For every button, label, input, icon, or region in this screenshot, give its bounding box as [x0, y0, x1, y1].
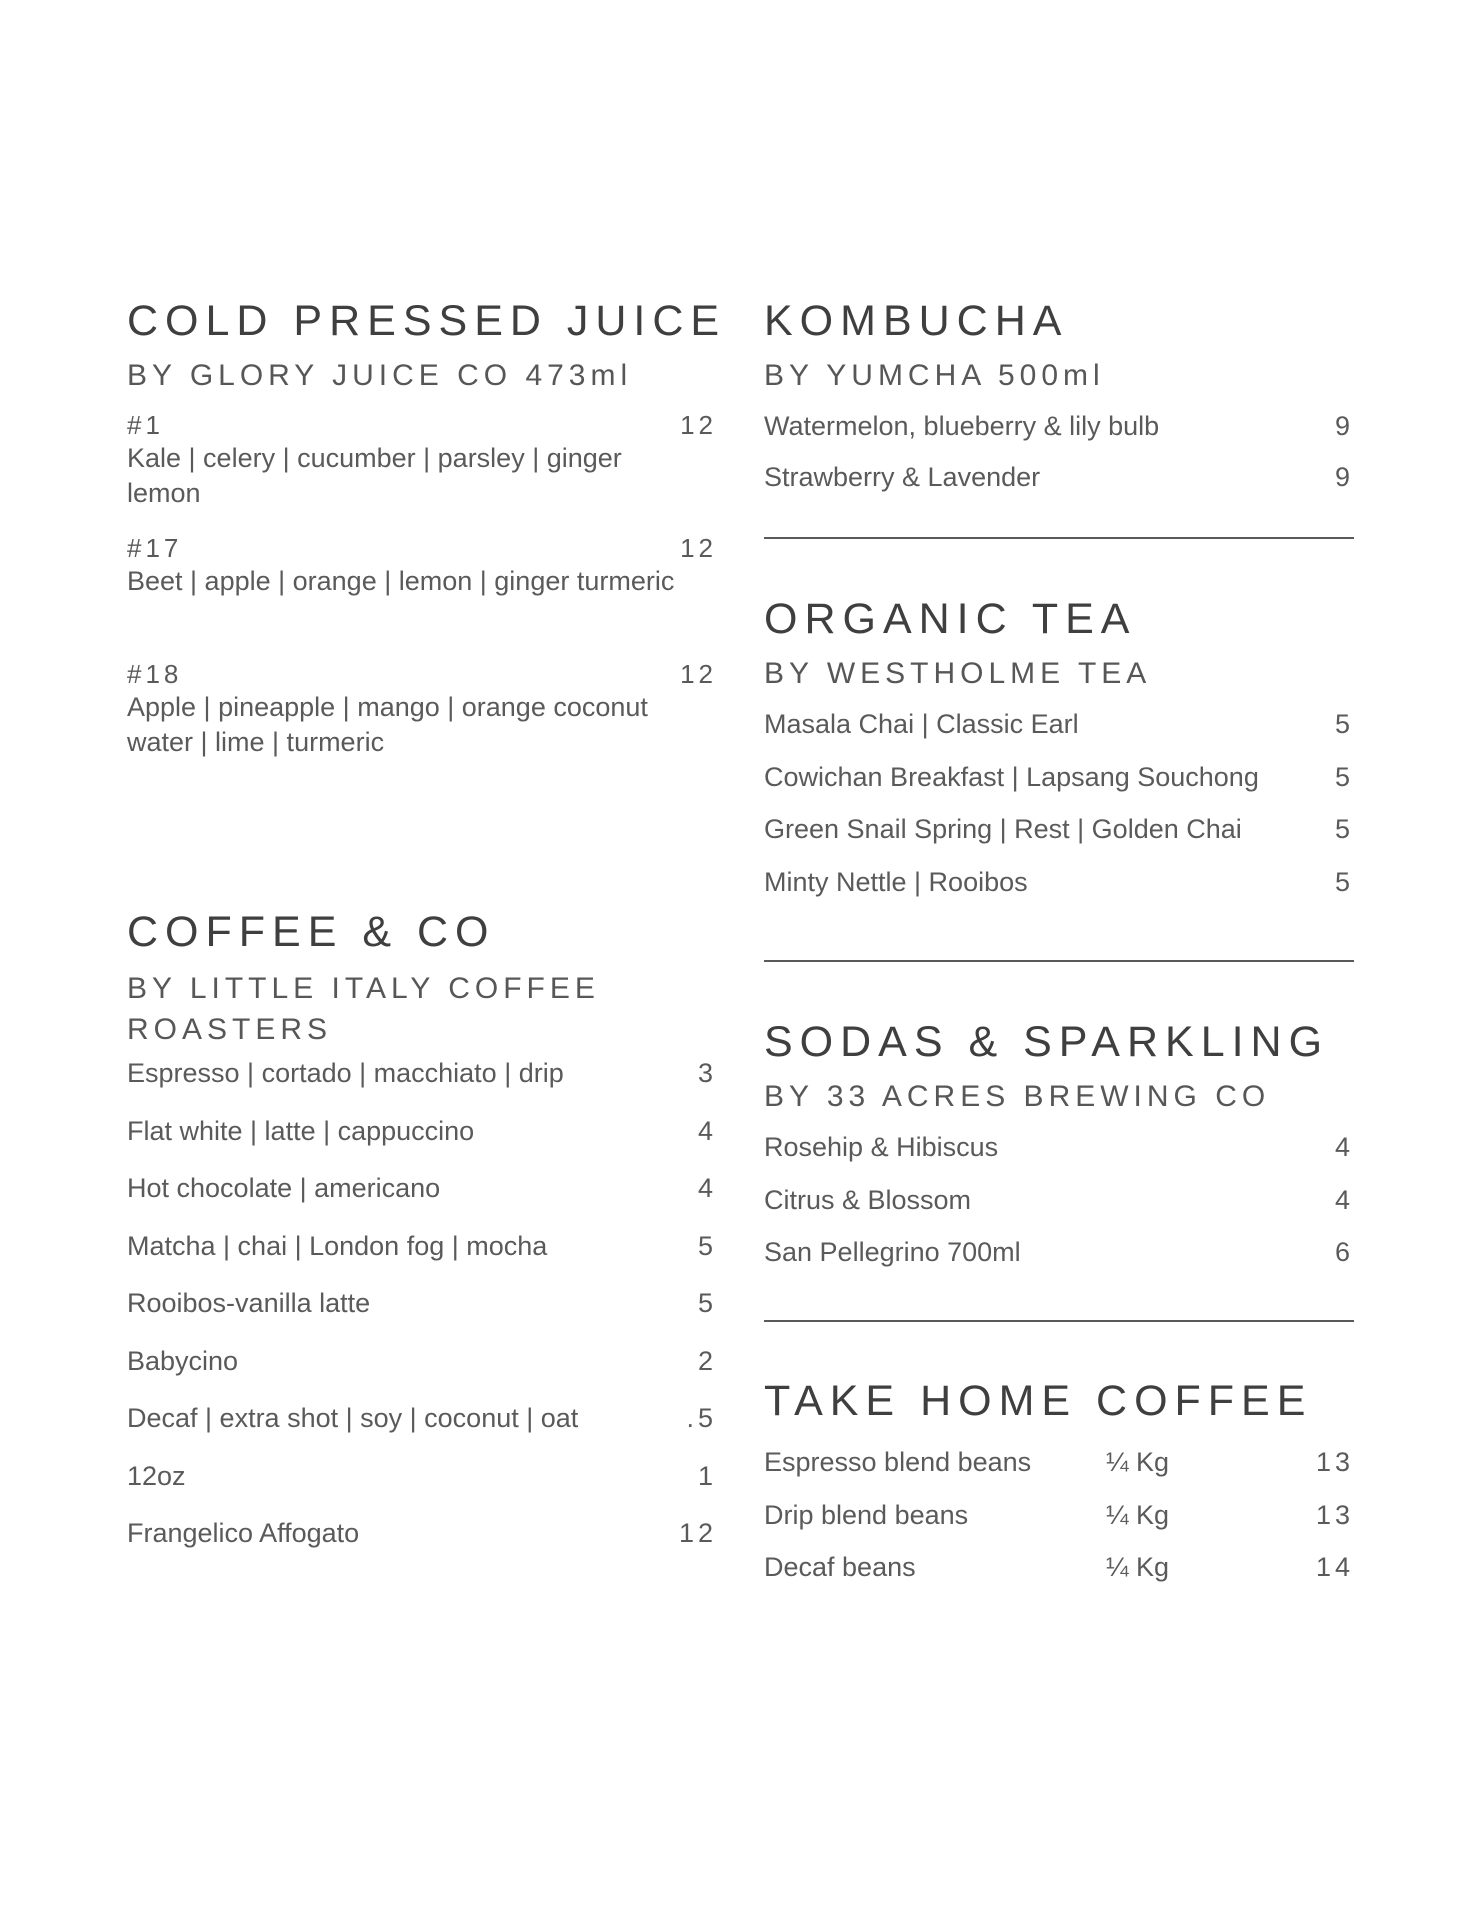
menu-item	[764, 1445, 1354, 1498]
section-title: SODAS & SPARKLING	[764, 1018, 1330, 1066]
kombucha-section	[764, 297, 1354, 396]
section-title: ORGANIC TEA	[764, 595, 1137, 643]
section-subtitle: BY GLORY JUICE CO 473ml	[127, 359, 633, 392]
section-subtitle: BY LITTLE ITALY COFFEE ROASTERS	[127, 972, 600, 1047]
item-number: #17	[127, 533, 183, 563]
item-weight: ¼ Kg	[1106, 1447, 1170, 1477]
item-price: .5	[686, 1403, 717, 1433]
menu-item	[127, 1056, 717, 1114]
menu-item	[127, 1114, 717, 1172]
menu-item	[127, 1171, 717, 1229]
sodas-list	[764, 1130, 1354, 1288]
menu-item	[127, 1229, 717, 1287]
item-name: Flat white | latte | cappuccino	[127, 1115, 475, 1146]
item-name: Drip blend beans	[764, 1499, 969, 1530]
menu-item	[764, 812, 1354, 865]
section-subtitle: BY YUMCHA 500ml	[764, 359, 1105, 392]
item-price: 1	[697, 1460, 717, 1491]
menu-item	[127, 533, 717, 599]
menu-item	[127, 410, 717, 511]
take-home-list	[764, 1445, 1354, 1603]
item-price: 3	[697, 1058, 717, 1088]
item-price: 4	[1334, 1132, 1354, 1162]
item-name: Frangelico Affogato	[127, 1518, 360, 1548]
kombucha-list	[764, 409, 1354, 511]
item-price: 13	[1315, 1447, 1354, 1477]
section-subtitle: BY WESTHOLME TEA	[764, 657, 1152, 690]
menu-item	[127, 1344, 717, 1402]
item-name: Green Snail Spring | Rest | Golden Chai	[764, 814, 1242, 844]
menu-item	[764, 1130, 1354, 1183]
item-number: #1	[127, 410, 164, 440]
item-price: 12	[680, 533, 717, 563]
menu-item	[764, 1183, 1354, 1236]
item-price: 5	[697, 1288, 717, 1318]
item-number: #18	[127, 659, 183, 689]
item-name: Espresso | cortado | macchiato | drip	[127, 1058, 564, 1088]
item-description: Apple | pineapple | mango | orange coconut water | lime | turmeric	[127, 692, 648, 758]
menu-item	[127, 659, 717, 760]
item-price: 14	[1315, 1552, 1354, 1582]
item-name: Decaf | extra shot | soy | coconut | oat	[127, 1403, 579, 1433]
menu-item	[764, 865, 1354, 918]
section-title: TAKE HOME COFFEE	[764, 1377, 1313, 1425]
section-subtitle: BY 33 ACRES BREWING CO	[764, 1080, 1271, 1113]
section-title: COLD PRESSED JUICE	[127, 297, 727, 345]
menu-item	[764, 760, 1354, 813]
item-name: Citrus & Blossom	[764, 1184, 972, 1215]
section-divider	[764, 1320, 1354, 1322]
section-divider	[764, 960, 1354, 962]
item-price: 5	[697, 1230, 717, 1261]
section-title: COFFEE & CO	[127, 908, 496, 956]
item-price: 13	[1315, 1499, 1354, 1530]
menu-item	[764, 1550, 1354, 1603]
item-name: Rosehip & Hibiscus	[764, 1132, 999, 1162]
item-price: 4	[697, 1173, 717, 1203]
menu-item	[127, 1401, 717, 1459]
item-weight: ¼ Kg	[1106, 1499, 1170, 1530]
item-price: 4	[1334, 1184, 1354, 1215]
item-price: 5	[1334, 866, 1354, 897]
section-title: KOMBUCHA	[764, 297, 1069, 345]
item-name: Decaf beans	[764, 1552, 916, 1582]
section-divider	[764, 537, 1354, 539]
item-description: Beet | apple | orange | lemon | ginger turmeric	[127, 566, 675, 597]
item-name: Espresso blend beans	[764, 1447, 1032, 1477]
item-price: 6	[1334, 1237, 1354, 1267]
item-name: Minty Nettle | Rooibos	[764, 866, 1028, 897]
sodas-section	[764, 1018, 1364, 1117]
juice-section	[127, 297, 727, 396]
item-name: Watermelon, blueberry & lily bulb	[764, 411, 1160, 441]
item-description: Kale | celery | cucumber | parsley | ginger lemon	[127, 443, 622, 509]
menu-item	[764, 1498, 1354, 1551]
item-price: 5	[1334, 814, 1354, 844]
item-name: 12oz	[127, 1460, 186, 1491]
item-name: Babycino	[127, 1345, 239, 1376]
take-home-section	[764, 1377, 1364, 1425]
menu-item	[127, 1516, 717, 1574]
menu-item	[764, 1235, 1354, 1288]
menu-item	[764, 460, 1354, 511]
item-price: 12	[680, 410, 717, 440]
item-name: Matcha | chai | London fog | mocha	[127, 1230, 548, 1261]
item-price: 9	[1334, 411, 1354, 441]
item-price: 5	[1334, 761, 1354, 792]
item-price: 4	[697, 1115, 717, 1146]
item-price: 5	[1334, 709, 1354, 739]
tea-section	[764, 595, 1354, 694]
menu-item	[127, 1286, 717, 1344]
item-name: Rooibos-vanilla latte	[127, 1288, 371, 1318]
item-price: 2	[697, 1345, 717, 1376]
item-name: San Pellegrino 700ml	[764, 1237, 1021, 1267]
item-name: Masala Chai | Classic Earl	[764, 709, 1079, 739]
item-price: 9	[1334, 462, 1354, 492]
item-price: 12	[678, 1518, 717, 1548]
coffee-section	[127, 908, 717, 1050]
item-name: Hot chocolate | americano	[127, 1173, 441, 1203]
menu-item	[127, 1459, 717, 1517]
item-name: Cowichan Breakfast | Lapsang Souchong	[764, 761, 1259, 792]
item-price: 12	[680, 659, 717, 689]
tea-list	[764, 707, 1354, 917]
menu-item	[764, 707, 1354, 760]
item-name: Strawberry & Lavender	[764, 462, 1041, 492]
menu-item	[764, 409, 1354, 460]
item-weight: ¼ Kg	[1106, 1552, 1170, 1582]
coffee-list	[127, 1056, 717, 1574]
